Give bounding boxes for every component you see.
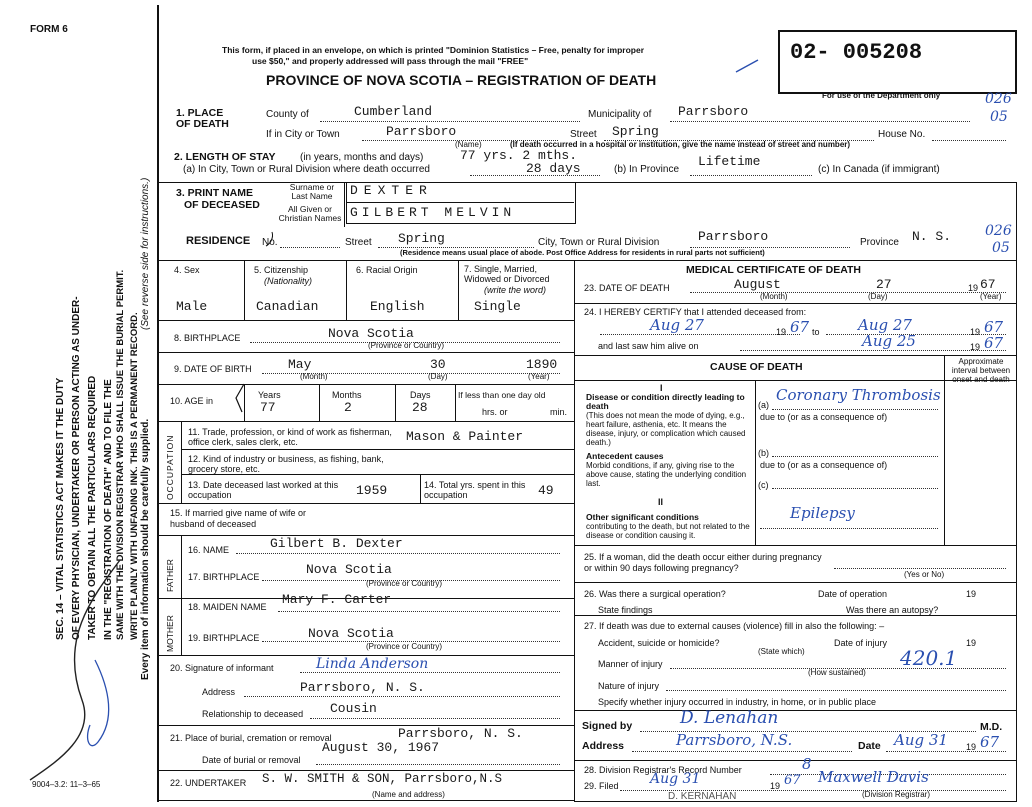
cause-a-value: Coronary Thrombosis — [776, 386, 941, 404]
residence-province-label: Province — [860, 237, 899, 248]
q29-label: 29. Filed — [584, 781, 619, 791]
medical-heading: MEDICAL CERTIFICATE OF DEATH — [686, 264, 861, 276]
residence-city-label: City, Town or Rural Division — [538, 237, 660, 248]
cause-heading: CAUSE OF DEATH — [710, 361, 803, 373]
signoff-date: Aug 31 — [894, 731, 948, 749]
dob-label: 9. DATE OF BIRTH — [174, 364, 252, 374]
injury-date-label: Date of injury — [834, 638, 888, 648]
to-label: to — [812, 327, 820, 337]
dob-day: 30 — [430, 357, 446, 372]
q14-value: 49 — [538, 483, 554, 498]
sidebar-line3: IN THE "REGISTRATION OF DEATH" AND TO FILE THE — [103, 379, 114, 640]
father-birthplace: Nova Scotia — [306, 562, 392, 577]
mail-notice-line2: use $50," and properly addressed will pass through the mail "FREE" — [252, 56, 529, 66]
findings-label: State findings — [598, 605, 653, 615]
q13-value: 1959 — [356, 483, 388, 498]
q27-label: 27. If death was due to external causes (violence) fill in also the following: – — [584, 621, 885, 631]
stay-canada-label: (c) In Canada (if immigrant) — [818, 164, 940, 175]
death-month-caption: (Month) — [760, 292, 788, 301]
marital-sub: (write the word) — [484, 285, 547, 295]
accident-label: Accident, suicide or homicide? — [598, 638, 720, 648]
undertaker-value: S. W. SMITH & SON, Parrsboro,N.S — [262, 772, 503, 786]
street-label: Street — [570, 129, 597, 140]
marital-label: 7. Single, Married, Widowed or Divorced — [464, 264, 550, 284]
antecedent-label: Antecedent causes — [586, 451, 664, 461]
citizenship-sub: (Nationality) — [264, 276, 313, 286]
relationship-value: Cousin — [330, 701, 377, 716]
cause-b-label: (b) — [758, 448, 769, 458]
residence-city-value: Parrsboro — [698, 229, 769, 244]
signed-by-label: Signed by — [582, 720, 633, 732]
icd-code: 420.1 — [900, 646, 958, 670]
last-saw-year: 67 — [984, 334, 1004, 352]
attend-to-prefix: 19 — [970, 327, 981, 337]
stay-city-value: 77 yrs. 2 mths. — [460, 148, 578, 163]
q12-label: 12. Kind of industry or business, as fishing, bank, grocery store, etc. — [188, 454, 384, 474]
margin-code-d: 05 — [992, 240, 1010, 256]
roman-2: II — [658, 497, 664, 507]
q24-label: 24. I HEREBY CERTIFY that I attended deceased from: — [584, 307, 807, 317]
injury-place-label: Specify whether injury occurred in industry, in home, or in public place — [598, 697, 876, 707]
given-names-label: All Given or Christian Names — [278, 204, 342, 223]
sidebar-line6: OF EVERY PHYSICIAN, UNDERTAKER OR PERSON ACTING AS UNDER- — [71, 296, 82, 640]
residence-street-label: Street — [345, 237, 372, 248]
yes-no-caption: (Yes or No) — [904, 570, 945, 579]
last-saw-prefix: 19 — [970, 342, 981, 352]
md-label: M.D. — [980, 721, 1003, 733]
age-months: 2 — [344, 400, 352, 415]
q17-label: 17. BIRTHPLACE — [188, 572, 260, 582]
form-title: PROVINCE OF NOVA SCOTIA – REGISTRATION OF DEATH — [266, 72, 657, 88]
death-year-caption: (Year) — [980, 292, 1002, 301]
mother-side-label: MOTHER — [165, 615, 175, 652]
surname-value: DEXTER — [350, 183, 433, 198]
physician-signature: D. Lenahan — [680, 708, 779, 728]
burial-date-label: Date of burial or removal — [202, 755, 301, 765]
manner-label: Manner of injury — [598, 659, 663, 669]
birthplace-value: Nova Scotia — [328, 326, 414, 341]
sidebar-line5: WRITE PLAINLY WITH UNFADING INK. THIS IS A PERMANENT RECORD. — [129, 312, 140, 640]
dob-month-caption: (Month) — [300, 372, 328, 381]
q21-label: 21. Place of burial, cremation or removal — [170, 733, 332, 743]
residence-no-label: No. — [262, 237, 278, 248]
given-names-value: GILBERT MELVIN — [350, 205, 516, 220]
q14-label: 14. Total yrs. spent in this occupation — [424, 480, 526, 500]
attend-to-year: 67 — [984, 318, 1004, 336]
death-month: August — [734, 277, 781, 292]
signoff-year-prefix: 19 — [966, 742, 977, 752]
disease-note: (This does not mean the mode of dying, e.g., heart failure, asthenia, etc. It means the disease, injury, or complication which caused death.) — [586, 411, 746, 447]
death-year: 67 — [980, 277, 996, 292]
how-sustained-caption: (How sustained) — [808, 668, 866, 677]
length-of-stay-subtitle: (in years, months and days) — [300, 152, 424, 163]
municipality-label: Municipality of — [588, 109, 652, 120]
residence-street-value: Spring — [398, 231, 445, 246]
length-of-stay-heading: 2. LENGTH OF STAY — [174, 151, 276, 163]
birthplace-label: 8. BIRTHPLACE — [174, 333, 241, 343]
stay-province-value: Lifetime — [698, 154, 761, 169]
sidebar-instructions-note: (See reverse side for instructions.) — [140, 177, 151, 330]
due-to-a: due to (or as a consequence of) — [760, 412, 888, 422]
sidebar-line1: SEC. 14 – VITAL STATISTICS ACT MAKES IT THE DUTY — [55, 377, 66, 640]
municipality-value: Parrsboro — [678, 104, 749, 119]
residence-heading: RESIDENCE — [186, 235, 251, 247]
racial-origin-value: English — [370, 299, 425, 314]
cause-a-label: (a) — [758, 400, 769, 410]
attend-from-prefix: 19 — [776, 327, 787, 337]
hospital-note: (If death occurred in a hospital or institution, give the name instead of street and number) — [510, 140, 851, 149]
sex-value: Male — [176, 299, 208, 314]
attend-to: Aug 27 — [858, 316, 912, 334]
burial-date: August 30, 1967 — [322, 740, 440, 755]
operation-year-prefix: 19 — [966, 589, 977, 599]
q26-label: 26. Was there a surgical operation? — [584, 589, 726, 599]
department-use-label: For use of the Department only — [822, 91, 941, 100]
q11-value: Mason & Painter — [406, 429, 524, 444]
city-name-caption: (Name) — [455, 140, 482, 149]
informant-address-label: Address — [202, 687, 236, 697]
county-label: County of — [266, 109, 309, 120]
autopsy-label: Was there an autopsy? — [846, 605, 939, 615]
informant-signature: Linda Anderson — [316, 656, 429, 672]
disease-label: Disease or condition directly leading to death — [586, 392, 745, 411]
sidebar-supply-note: Every item of information should be carefully supplied. — [140, 418, 151, 680]
filed-year: 67 — [784, 773, 801, 788]
place-of-death-heading: 1. PLACE OF DEATH — [176, 107, 229, 130]
q16-label: 16. NAME — [188, 545, 230, 555]
mother-bp-caption: (Province or Country) — [366, 642, 443, 651]
sidebar-line2: TAKER TO OBTAIN ALL THE PARTICULARS REQUIRED — [87, 375, 98, 640]
dob-month: May — [288, 357, 312, 372]
filed-date: Aug 31 — [650, 771, 701, 787]
other-conditions-note: contributing to the death, but not related to the disease or condition causing it. — [586, 522, 750, 540]
house-number-label: House No. — [878, 129, 926, 140]
father-bp-caption: (Province or Country) — [366, 579, 443, 588]
print-name-heading2: OF DECEASED — [184, 199, 260, 211]
min-label: min. — [550, 407, 568, 417]
sex-label: 4. Sex — [174, 265, 200, 275]
marital-value: Single — [474, 299, 521, 314]
mother-birthplace: Nova Scotia — [308, 626, 394, 641]
margin-code-b: 05 — [990, 109, 1008, 125]
q15-label: 15. If married give name of wife or husband of deceased — [170, 508, 307, 529]
county-value: Cumberland — [354, 104, 433, 119]
age-days: 28 — [412, 400, 428, 415]
physician-address: Parrsboro, N.S. — [676, 731, 793, 749]
informant-address: Parrsboro, N. S. — [300, 680, 425, 695]
attend-from: Aug 27 — [650, 316, 704, 334]
registrar-signature: Maxwell Davis — [818, 768, 929, 786]
city-value: Parrsboro — [386, 124, 457, 139]
roman-1: I — [660, 383, 663, 393]
racial-origin-label: 6. Racial Origin — [356, 265, 418, 275]
age-years: 77 — [260, 400, 276, 415]
city-label: If in City or Town — [266, 129, 340, 140]
interval-heading: Approximate interval between onset and death — [951, 357, 1011, 384]
years-label: Years — [258, 390, 281, 400]
age-label: 10. AGE in — [170, 396, 214, 406]
operation-date-label: Date of operation — [818, 589, 888, 599]
residence-province-value: N. S. — [912, 229, 952, 244]
citizenship-value: Canadian — [256, 299, 319, 314]
dob-year: 1890 — [526, 357, 558, 372]
q19-label: 19. BIRTHPLACE — [188, 633, 260, 643]
surname-label: Surname or Last Name — [289, 182, 335, 201]
stay-city-value-days: 28 days — [526, 161, 581, 176]
q22-label: 22. UNDERTAKER — [170, 778, 247, 788]
death-day: 27 — [876, 277, 892, 292]
due-to-b: due to (or as a consequence of) — [760, 460, 888, 470]
father-name: Gilbert B. Dexter — [270, 536, 403, 551]
registration-number: 02- 005208 — [790, 40, 923, 65]
kernahan-stamp: D. KERNAHAN — [668, 791, 737, 802]
burial-place: Parrsboro, N. S. — [398, 726, 523, 741]
record-number: 8 — [802, 755, 812, 773]
q11-label: 11. Trade, profession, or kind of work as fisherman, office clerk, sales clerk, etc. — [188, 427, 392, 447]
antecedent-note: Morbid conditions, if any, giving rise to the above cause, stating the underlying condition last. — [586, 461, 747, 488]
stay-province-label: (b) In Province — [614, 164, 680, 175]
signoff-year: 67 — [980, 733, 1000, 751]
citizenship-label: 5. Citizenship — [254, 265, 309, 275]
q25-label: 25. If a woman, did the death occur either during pregnancy or within 90 days following pregnancy? — [584, 552, 822, 573]
margin-code-c: 026 — [985, 223, 1012, 239]
q28-label: 28. Division Registrar's Record Number — [584, 765, 742, 775]
signoff-date-label: Date — [858, 740, 881, 752]
undertaker-caption: (Name and address) — [372, 790, 445, 799]
days-label: Days — [410, 390, 431, 400]
last-saw-date: Aug 25 — [862, 332, 916, 350]
registrar-caption: (Division Registrar) — [862, 790, 931, 799]
less-than-day-label: If less than one day old — [458, 390, 546, 400]
cause-c-label: (c) — [758, 480, 769, 490]
other-conditions-label: Other significant conditions — [586, 512, 699, 522]
mail-notice-line1: This form, if placed in an envelope, on which is printed "Dominion Statistics – Free, penalty for improper — [222, 45, 645, 55]
last-saw-label: and last saw him alive on — [598, 341, 699, 351]
relationship-label: Relationship to deceased — [202, 709, 304, 719]
dob-year-caption: (Year) — [528, 372, 550, 381]
injury-year-prefix: 19 — [966, 638, 977, 648]
q20-label: 20. Signature of informant — [170, 663, 274, 673]
stay-city-label: (a) In City, Town or Rural Division where death occurred — [183, 164, 430, 175]
sidebar-line4: SAME WITH THE DIVISION REGISTRAR WHO SHALL ISSUE THE BURIAL PERMIT. — [115, 269, 126, 640]
print-name-heading: 3. PRINT NAME — [176, 187, 254, 199]
nature-label: Nature of injury — [598, 681, 660, 691]
physician-address-label: Address — [582, 740, 625, 752]
hrs-label: hrs. or — [482, 407, 508, 417]
margin-code-a: 026 — [985, 91, 1012, 107]
months-label: Months — [332, 390, 362, 400]
father-side-label: FATHER — [165, 559, 175, 592]
birthplace-caption: (Province or Country) — [368, 341, 445, 350]
attend-from-year: 67 — [790, 318, 810, 336]
dob-day-caption: (Day) — [428, 372, 448, 381]
q23-label: 23. DATE OF DEATH — [584, 283, 670, 293]
death-day-caption: (Day) — [868, 292, 888, 301]
q13-label: 13. Date deceased last worked at this occupation — [188, 480, 339, 500]
footer-code: 9004–3.2: 11–3–65 — [32, 780, 101, 789]
street-value: Spring — [612, 124, 659, 139]
mother-maiden-name: Mary F. Carter — [282, 592, 392, 607]
other-conditions-value: Epilepsy — [790, 504, 855, 522]
occupation-side-label: OCCUPATION — [165, 434, 175, 500]
filed-year-prefix: 19 — [770, 781, 781, 791]
state-which-caption: (State which) — [758, 647, 805, 656]
q18-label: 18. MAIDEN NAME — [188, 602, 267, 612]
death-year-prefix: 19 — [968, 283, 979, 293]
form-label: FORM 6 — [30, 24, 68, 35]
residence-note: (Residence means usual place of abode. Post Office Address for residents in rural parts not sufficient) — [400, 248, 765, 257]
